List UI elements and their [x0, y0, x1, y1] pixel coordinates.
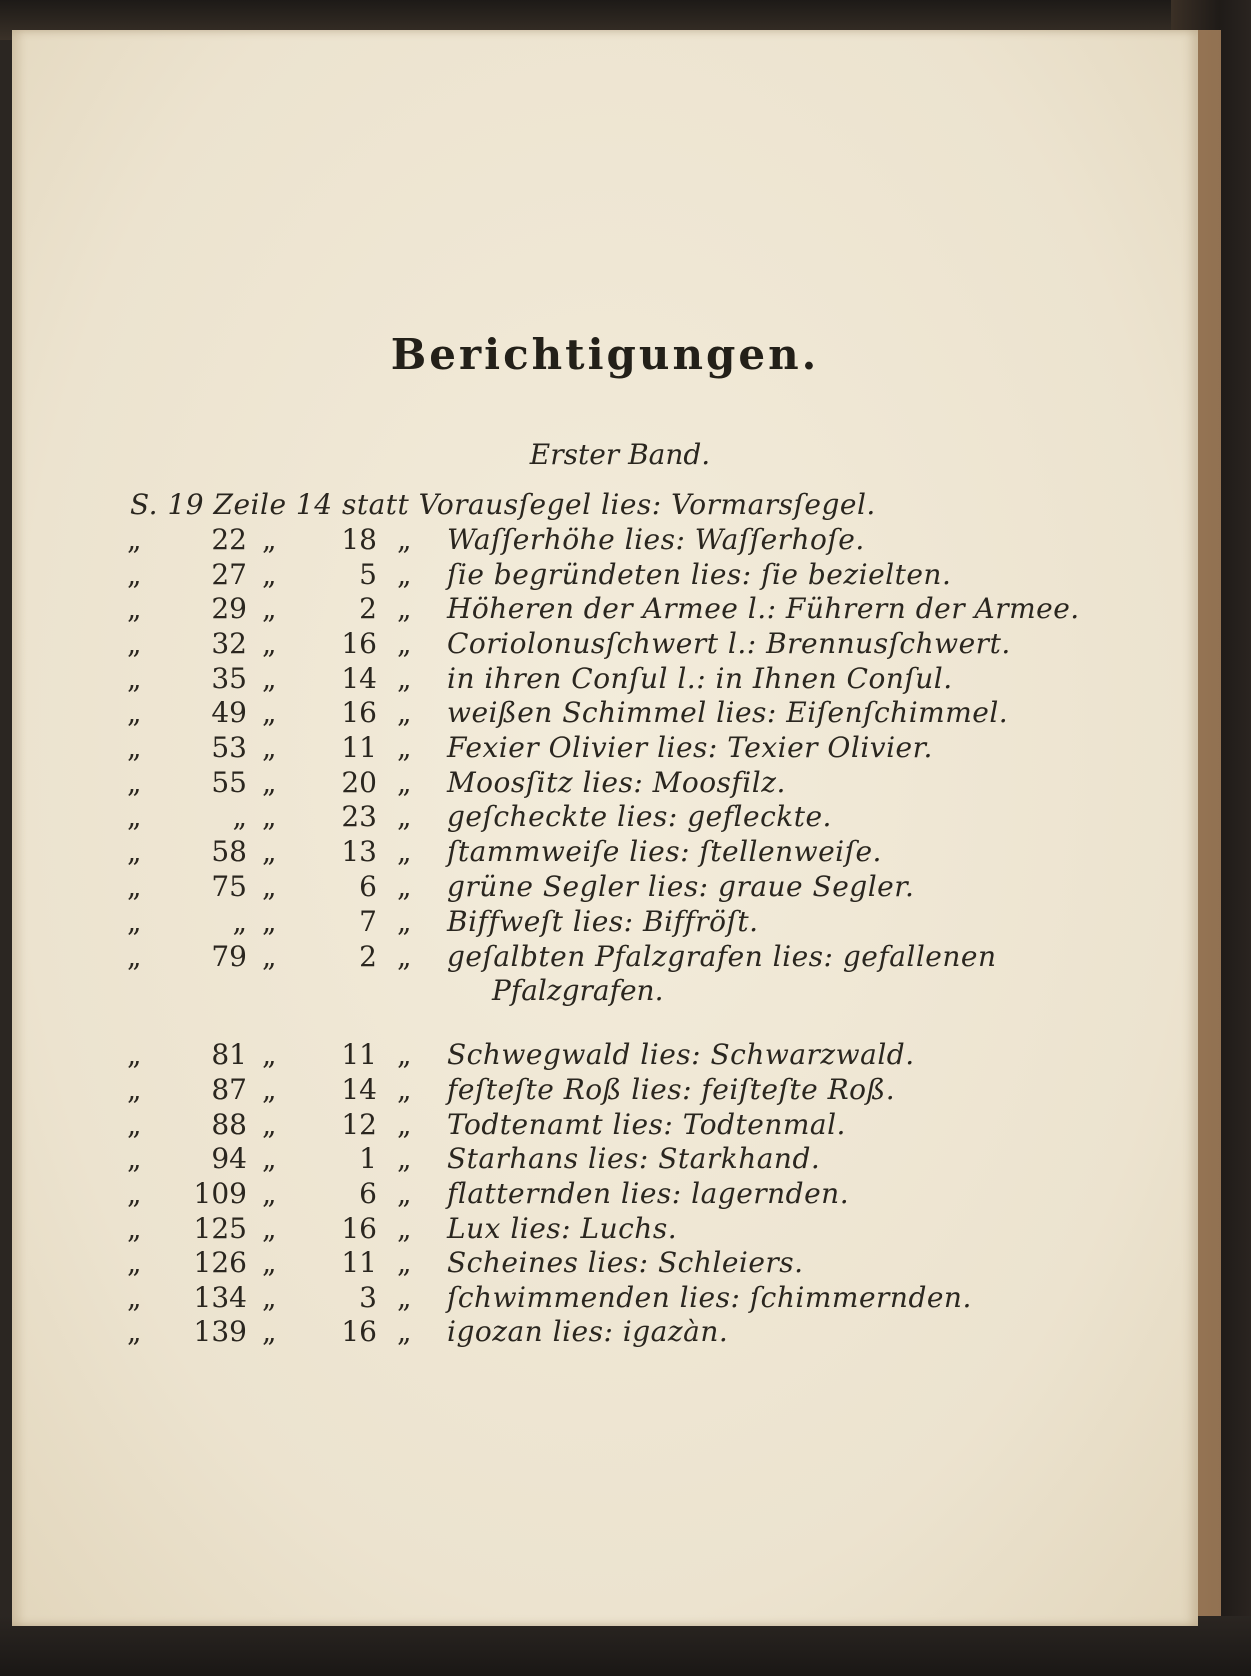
- ditto-mark: „: [262, 1246, 277, 1279]
- ditto-mark: „: [397, 800, 412, 833]
- ditto-mark: „: [127, 523, 142, 556]
- errata-line-number: 23: [341, 800, 377, 833]
- ditto-mark: „: [397, 1177, 412, 1210]
- errata-page-number: 53: [211, 731, 247, 764]
- ditto-mark: „: [127, 1142, 142, 1175]
- ditto-mark: „: [127, 1038, 142, 1071]
- errata-line-number: 2: [359, 592, 377, 625]
- ditto-mark: „: [127, 1177, 142, 1210]
- errata-row: [12, 558, 1198, 592]
- errata-correction: ſie begründeten lies: ſie bezielten.: [447, 558, 952, 591]
- errata-correction: geſalbten Pfalzgrafen lies: gefallenen: [447, 940, 997, 973]
- errata-page-number: 87: [211, 1073, 247, 1106]
- ditto-mark: „: [127, 905, 142, 938]
- ditto-mark: „: [262, 1281, 277, 1314]
- errata-row: [12, 592, 1198, 626]
- errata-page-number: 94: [211, 1142, 247, 1175]
- errata-line-number: 18: [341, 523, 377, 556]
- errata-row: [12, 905, 1198, 939]
- errata-line-number: 6: [359, 1177, 377, 1210]
- errata-page-number: 109: [193, 1177, 247, 1210]
- ditto-mark: „: [262, 592, 277, 625]
- ditto-mark: „: [397, 766, 412, 799]
- errata-correction-continued: Pfalzgrafen.: [492, 974, 664, 1007]
- ditto-mark: „: [262, 1108, 277, 1141]
- ditto-mark: „: [262, 1177, 277, 1210]
- errata-line-number: 20: [341, 766, 377, 799]
- ditto-mark: „: [127, 940, 142, 973]
- errata-correction: weißen Schimmel lies: Eiſenſchimmel.: [447, 696, 1009, 729]
- ditto-mark: „: [127, 662, 142, 695]
- errata-page-number: „: [232, 905, 247, 938]
- errata-page-number: 55: [211, 766, 247, 799]
- ditto-mark: „: [397, 1212, 412, 1245]
- errata-first-line: [12, 488, 1198, 522]
- errata-row: [12, 1281, 1198, 1315]
- errata-correction: in ihren Conſul l.: in Ihnen Conſul.: [447, 662, 953, 695]
- errata-row: [12, 1315, 1198, 1349]
- volume-subtitle: Erster Band.: [529, 438, 711, 471]
- ditto-mark: „: [127, 731, 142, 764]
- errata-page-number: 22: [211, 523, 247, 556]
- ditto-mark: „: [127, 1073, 142, 1106]
- errata-page-number: 58: [211, 835, 247, 868]
- errata-page-number: 88: [211, 1108, 247, 1141]
- ditto-mark: „: [262, 1212, 277, 1245]
- ditto-mark: „: [262, 523, 277, 556]
- ditto-mark: „: [262, 696, 277, 729]
- errata-page-number: 27: [211, 558, 247, 591]
- errata-correction: Scheines lies: Schleiers.: [447, 1246, 804, 1279]
- ditto-mark: „: [397, 870, 412, 903]
- errata-line-number: 1: [359, 1142, 377, 1175]
- errata-row: [12, 523, 1198, 557]
- errata-correction: Moosſitz lies: Moosfilz.: [447, 766, 786, 799]
- errata-correction: Fexier Olivier lies: Texier Olivier.: [447, 731, 933, 764]
- errata-correction: Höheren der Armee l.: Führern der Armee.: [447, 592, 1080, 625]
- errata-correction: Biffweſt lies: Biffröſt.: [447, 905, 759, 938]
- ditto-mark: „: [127, 835, 142, 868]
- errata-row: [12, 1142, 1198, 1176]
- errata-page-number: 125: [193, 1212, 247, 1245]
- errata-row: [12, 870, 1198, 904]
- ditto-mark: „: [262, 800, 277, 833]
- ditto-mark: „: [397, 905, 412, 938]
- errata-line-number: 3: [359, 1281, 377, 1314]
- ditto-mark: „: [397, 523, 412, 556]
- errata-correction: Schwegwald lies: Schwarzwald.: [447, 1038, 915, 1071]
- errata-page-number: 32: [211, 627, 247, 660]
- errata-page-number: 139: [193, 1315, 247, 1348]
- errata-row: [12, 1177, 1198, 1211]
- errata-row: [12, 696, 1198, 730]
- errata-correction: Lux lies: Luchs.: [447, 1212, 678, 1245]
- ditto-mark: „: [262, 835, 277, 868]
- errata-row: [12, 800, 1198, 834]
- ditto-mark: „: [397, 940, 412, 973]
- errata-line-number: 6: [359, 870, 377, 903]
- ditto-mark: „: [262, 1038, 277, 1071]
- errata-page-number: 81: [211, 1038, 247, 1071]
- errata-line-number: 16: [341, 1212, 377, 1245]
- errata-row: [12, 1212, 1198, 1246]
- ditto-mark: „: [127, 1108, 142, 1141]
- ditto-mark: „: [397, 1315, 412, 1348]
- ditto-mark: „: [397, 1073, 412, 1106]
- ditto-mark: „: [127, 592, 142, 625]
- ditto-mark: „: [127, 766, 142, 799]
- ditto-mark: „: [262, 1142, 277, 1175]
- ditto-mark: „: [127, 627, 142, 660]
- errata-row: [12, 1246, 1198, 1280]
- ditto-mark: „: [397, 1142, 412, 1175]
- errata-correction: feſteſte Roß lies: feiſteſte Roß.: [447, 1073, 896, 1106]
- errata-line-number: 11: [341, 731, 377, 764]
- errata-row: [12, 1038, 1198, 1072]
- ditto-mark: „: [397, 835, 412, 868]
- errata-correction: Coriolonusſchwert l.: Brennusſchwert.: [447, 627, 1011, 660]
- errata-line-number: 14: [341, 1073, 377, 1106]
- ditto-mark: „: [262, 662, 277, 695]
- errata-line-number: 16: [341, 696, 377, 729]
- errata-page-number: 35: [211, 662, 247, 695]
- errata-line-number: 11: [341, 1038, 377, 1071]
- ditto-mark: „: [127, 1281, 142, 1314]
- ditto-mark: „: [127, 558, 142, 591]
- ditto-mark: „: [127, 696, 142, 729]
- page-title: Berichtigungen.: [390, 330, 820, 379]
- ditto-mark: „: [397, 1246, 412, 1279]
- errata-line-number: 7: [359, 905, 377, 938]
- errata-correction: flatternden lies: lagernden.: [447, 1177, 850, 1210]
- ditto-mark: „: [262, 940, 277, 973]
- ditto-mark: „: [262, 870, 277, 903]
- ditto-mark: „: [397, 558, 412, 591]
- errata-row: [12, 974, 1198, 1008]
- ditto-mark: „: [127, 1212, 142, 1245]
- errata-line-number: 14: [341, 662, 377, 695]
- ditto-mark: „: [262, 766, 277, 799]
- errata-correction: Starhans lies: Starkhand.: [447, 1142, 821, 1175]
- errata-line-number: 12: [341, 1108, 377, 1141]
- errata-page-number: 134: [193, 1281, 247, 1314]
- errata-correction: geſcheckte lies: gefleckte.: [447, 800, 832, 833]
- ditto-mark: „: [262, 1315, 277, 1348]
- ditto-mark: „: [397, 696, 412, 729]
- ditto-mark: „: [262, 627, 277, 660]
- errata-correction: ſtammweiſe lies: ſtellenweiſe.: [447, 835, 882, 868]
- errata-row: [12, 1073, 1198, 1107]
- ditto-mark: „: [397, 1108, 412, 1141]
- errata-correction: ſchwimmenden lies: ſchimmernden.: [447, 1281, 972, 1314]
- errata-row: [12, 1108, 1198, 1142]
- ditto-mark: „: [397, 731, 412, 764]
- errata-first-text: S. 19 Zeile 14 statt Vorausſegel lies: Vormarsſegel.: [130, 488, 876, 521]
- book-page: [12, 30, 1198, 1626]
- errata-row: [12, 766, 1198, 800]
- errata-page-number: 75: [211, 870, 247, 903]
- ditto-mark: „: [127, 870, 142, 903]
- errata-correction: igozan lies: igazàn.: [447, 1315, 729, 1348]
- ditto-mark: „: [262, 905, 277, 938]
- errata-line-number: 2: [359, 940, 377, 973]
- ditto-mark: „: [262, 558, 277, 591]
- ditto-mark: „: [127, 1315, 142, 1348]
- ditto-mark: „: [397, 627, 412, 660]
- ditto-mark: „: [262, 731, 277, 764]
- errata-row: [12, 662, 1198, 696]
- errata-page-number: 49: [211, 696, 247, 729]
- errata-correction: Waſſerhöhe lies: Waſſerhoſe.: [447, 523, 865, 556]
- errata-page-number: 126: [193, 1246, 247, 1279]
- errata-correction: Todtenamt lies: Todtenmal.: [447, 1108, 846, 1141]
- errata-row: [12, 940, 1198, 974]
- errata-page-number: „: [232, 800, 247, 833]
- errata-correction: grüne Segler lies: graue Segler.: [447, 870, 915, 903]
- errata-page-number: 29: [211, 592, 247, 625]
- ditto-mark: „: [397, 1281, 412, 1314]
- errata-line-number: 16: [341, 1315, 377, 1348]
- ditto-mark: „: [397, 592, 412, 625]
- errata-line-number: 16: [341, 627, 377, 660]
- errata-page-number: 79: [211, 940, 247, 973]
- errata-line-number: 13: [341, 835, 377, 868]
- ditto-mark: „: [397, 662, 412, 695]
- ditto-mark: „: [127, 1246, 142, 1279]
- errata-row: [12, 731, 1198, 765]
- errata-row: [12, 627, 1198, 661]
- ditto-mark: „: [127, 800, 142, 833]
- ditto-mark: „: [262, 1073, 277, 1106]
- errata-row: [12, 835, 1198, 869]
- errata-line-number: 11: [341, 1246, 377, 1279]
- errata-line-number: 5: [359, 558, 377, 591]
- ditto-mark: „: [397, 1038, 412, 1071]
